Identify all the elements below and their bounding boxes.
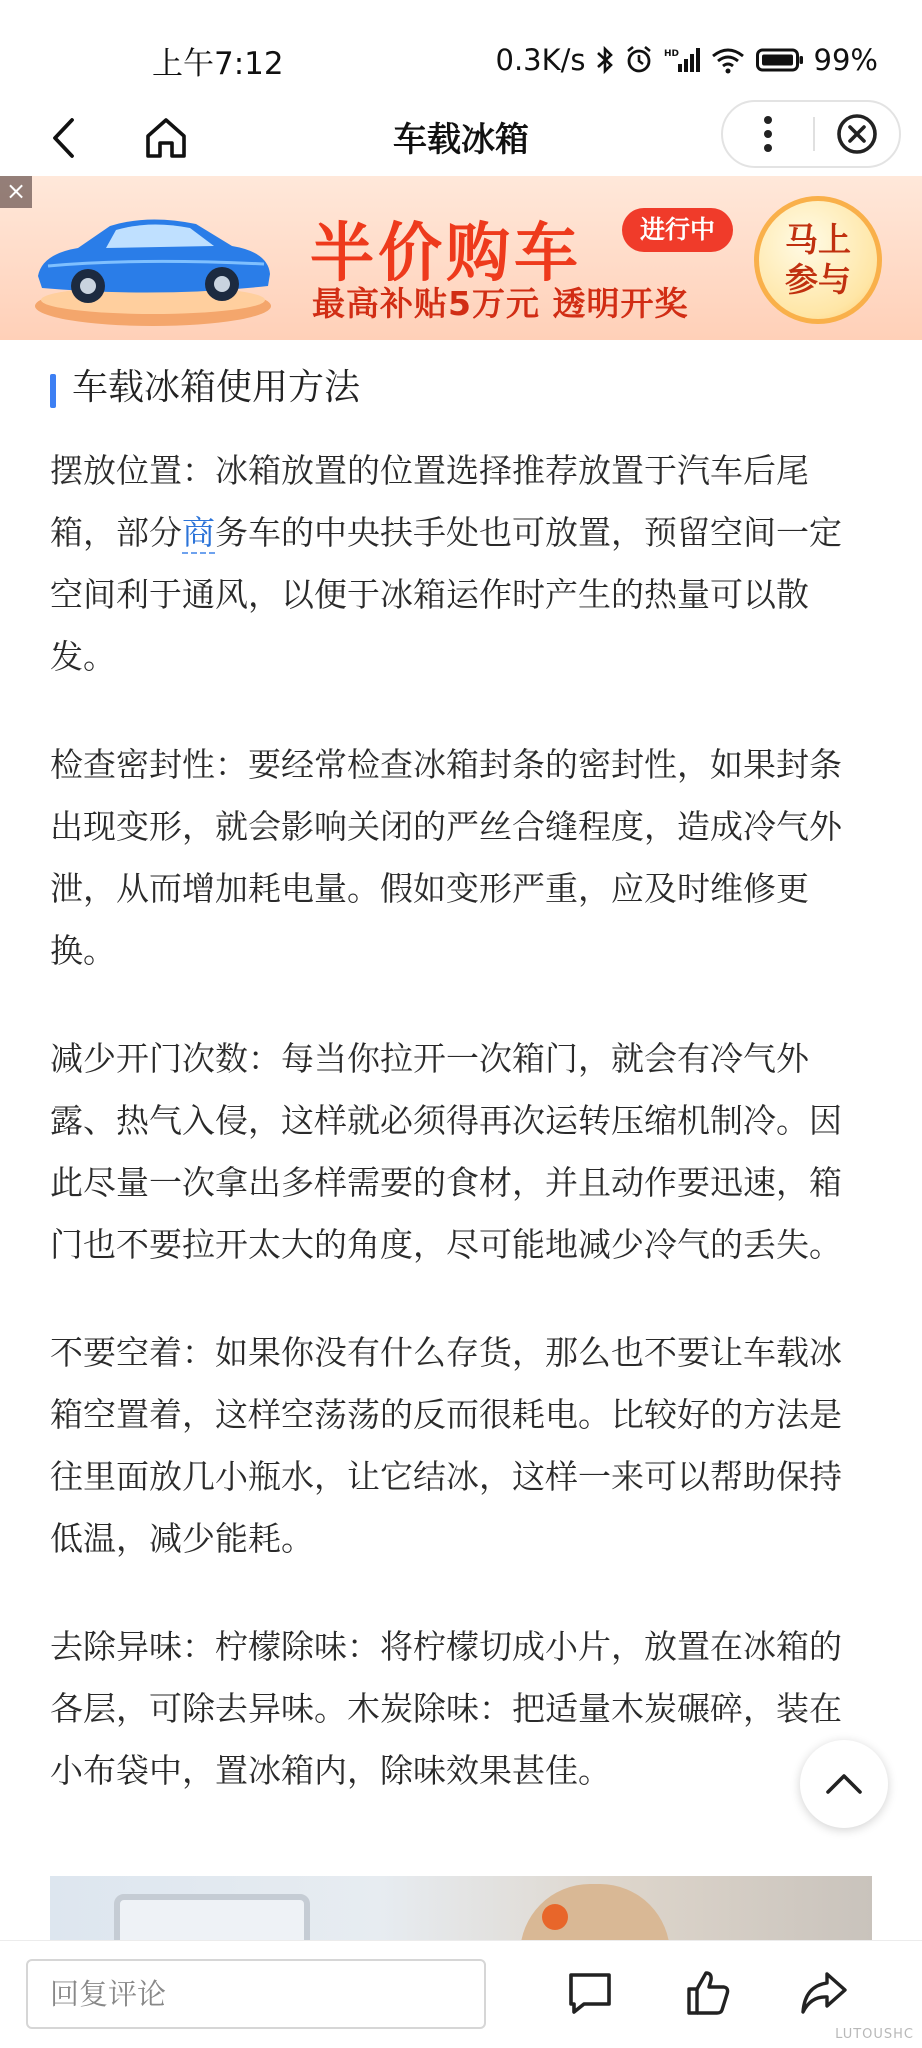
bottom-action-bar (0, 1940, 922, 2048)
flower-image-part (542, 1904, 568, 1930)
share-icon (799, 1970, 849, 2016)
status-indicators (496, 40, 879, 80)
paragraph-text: 务车的中央扶手处也可放置，预留空间一定空间利于通风，以便于冰箱运作时产生的热量可以散发。 (50, 513, 842, 676)
page-title: 车载冰箱 (393, 120, 529, 160)
miniprogram-capsule (721, 100, 901, 168)
status-time: 上午7:12 (152, 46, 284, 82)
cta-line-2: 参与 (785, 260, 851, 299)
svg-text:HD: HD (663, 49, 679, 59)
watermark: LUTOUSHC (835, 2027, 914, 2042)
like-button[interactable] (680, 1965, 736, 2021)
alarm-icon (624, 45, 654, 75)
paragraph-text: 摆放位置：冰箱放置的位置选择推荐放置于汽车后尾箱，部分 (50, 451, 809, 552)
wifi-icon (710, 46, 746, 74)
banner-title: 半价购车 (310, 217, 582, 291)
paragraph-deodorize: 去除异味：柠檬除味：将柠檬切成小片，放置在冰箱的各层，可除去异味。木炭除味：把适量木炭碾碎，装在小布袋中，置冰箱内，除味效果甚佳。 (50, 1627, 842, 1790)
paragraph-not-empty: 不要空着：如果你没有什么存货，那么也不要让车载冰箱空置着，这样空荡荡的反而很耗电。比较好的方法是往里面放几小瓶水，让它结冰，这样一来可以帮助保持低温，减少能耗。 (50, 1333, 842, 1558)
title-bar (0, 100, 922, 178)
thumbs-up-icon (684, 1969, 732, 2017)
paragraph-seal-check: 检查密封性：要经常检查冰箱封条的密封性，如果封条出现变形，就会影响关闭的严丝合缝程度，造成冷气外泄，从而增加耗电量。假如变形严重，应及时维修更换。 (50, 745, 842, 970)
close-button[interactable] (815, 102, 899, 166)
battery-icon (756, 47, 804, 73)
more-icon (763, 114, 773, 154)
status-bar (0, 0, 922, 110)
close-circle-icon (836, 113, 878, 155)
banner-close-button[interactable]: × (0, 176, 32, 208)
keyword-link[interactable]: 商 (182, 513, 215, 552)
comment-input[interactable]: 回复评论 (26, 1959, 486, 2029)
banner-status-badge: 进行中 (622, 208, 733, 252)
article-image (50, 1876, 872, 1946)
more-button[interactable] (723, 102, 813, 166)
fridge-image-part (114, 1894, 310, 1946)
section-heading: 车载冰箱使用方法 (50, 360, 870, 420)
battery-level: 99% (813, 43, 878, 77)
paragraph-placement (50, 440, 870, 688)
banner-subtitle: 最高补贴5万元 透明开奖 (312, 284, 689, 323)
network-speed: 0.3K/s (495, 43, 586, 77)
promo-banner[interactable] (0, 176, 922, 340)
cta-line-1: 马上 (785, 220, 851, 259)
signal-icon (664, 46, 700, 74)
share-button[interactable] (796, 1965, 852, 2021)
comment-button[interactable] (562, 1965, 618, 2021)
chevron-up-icon (824, 1772, 864, 1796)
car-icon (18, 194, 288, 334)
comment-icon (566, 1970, 614, 2016)
article-body (50, 360, 870, 1802)
paragraph-door-opening: 减少开门次数：每当你拉开一次箱门，就会有冷气外露、热气入侵，这样就必须得再次运转压缩机制冷。因此尽量一次拿出多样需要的食材，并且动作要迅速，箱门也不要拉开太大的角度，尽可能地减少冷气的丢失。 (50, 1039, 842, 1264)
scroll-to-top-button[interactable] (800, 1740, 888, 1828)
banner-join-button[interactable] (754, 196, 882, 324)
bluetooth-icon (596, 45, 614, 75)
